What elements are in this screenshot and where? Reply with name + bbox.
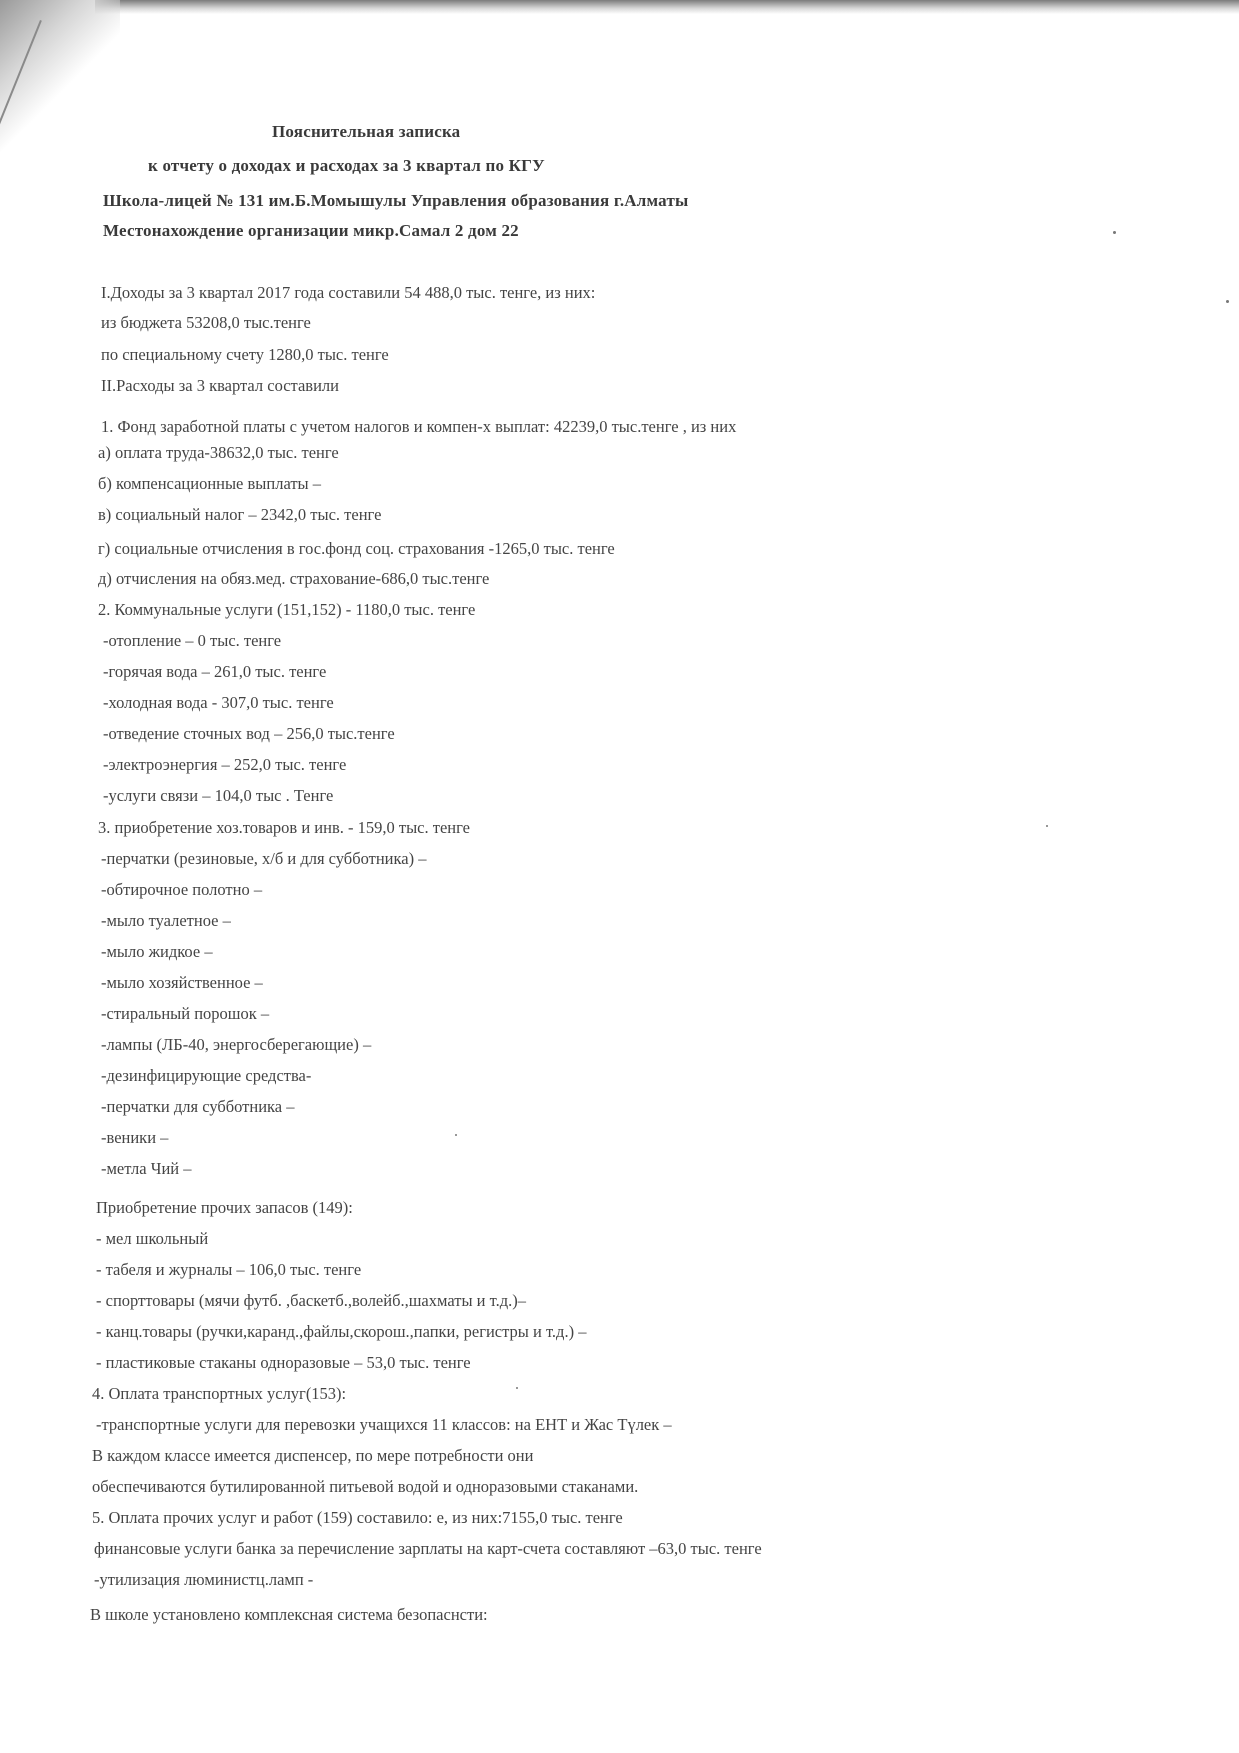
payroll-item-d: г) социальные отчисления в гос.фонд соц. страхования -1265,0 тыс. тенге — [98, 539, 615, 558]
other-stocks-item: - спорттовары (мячи футб. ,баскетб.,волейб.,шахматы и т.д.)– — [96, 1291, 526, 1310]
utilities-item: -горячая вода – 261,0 тыс. тенге — [103, 662, 327, 681]
scan-speck — [455, 1134, 457, 1136]
transport-heading: 4. Оплата транспортных услуг(153): — [92, 1384, 347, 1403]
supplies-item: -стиральный порошок – — [101, 1004, 270, 1023]
supplies-item: -обтирочное полотно – — [101, 880, 263, 899]
supplies-item: -лампы (ЛБ-40, энергосберегающие) – — [101, 1035, 372, 1054]
supplies-item: -мыло жидкое – — [101, 942, 213, 961]
income-budget-line: из бюджета 53208,0 тыс.тенге — [101, 313, 311, 332]
other-services-heading: 5. Оплата прочих услуг и работ (159) составило: е, из них:7155,0 тыс. тенге — [92, 1508, 623, 1527]
other-stocks-item: - пластиковые стаканы одноразовые – 53,0 тыс. тенге — [96, 1353, 471, 1372]
header-line-report: к отчету о доходах и расходах за 3 квартал по КГУ — [148, 156, 545, 175]
supplies-item: -дезинфицирующие средства- — [101, 1066, 312, 1085]
payroll-item-e: д) отчисления на обяз.мед. страхование-686,0 тыс.тенге — [98, 569, 490, 588]
supplies-item: -перчатки для субботника – — [101, 1097, 295, 1116]
income-special-account-line: по специальному счету 1280,0 тыс. тенге — [101, 345, 389, 364]
supplies-item: -мыло туалетное – — [101, 911, 231, 930]
supplies-item: -веники – — [101, 1128, 169, 1147]
dispenser-note: В каждом классе имеется диспенсер, по мере потребности они — [92, 1446, 534, 1465]
utilities-item: -холодная вода - 307,0 тыс. тенге — [103, 693, 334, 712]
utilities-item: -отведение сточных вод – 256,0 тыс.тенге — [103, 724, 395, 743]
payroll-item-a: а) оплата труда-38632,0 тыс. тенге — [98, 443, 339, 462]
utilities-item: -электроэнергия – 252,0 тыс. тенге — [103, 755, 347, 774]
utilities-heading: 2. Коммунальные услуги (151,152) - 1180,0 тыс. тенге — [98, 600, 476, 619]
scan-corner-shadow — [0, 0, 120, 160]
supplies-item: -метла Чий – — [101, 1159, 192, 1178]
dispenser-note: обеспечиваются бутилированной питьевой водой и одноразовыми стаканами. — [92, 1477, 639, 1496]
income-total-line: I.Доходы за 3 квартал 2017 года составили 54 488,0 тыс. тенге, из них: — [101, 283, 596, 302]
other-services-item: -утилизация люминистц.ламп - — [94, 1570, 314, 1589]
supplies-heading: 3. приобретение хоз.товаров и инв. - 159,0 тыс. тенге — [98, 818, 470, 837]
scan-top-shadow — [95, 0, 1239, 14]
scan-speck — [1113, 231, 1116, 234]
supplies-item: -мыло хозяйственное – — [101, 973, 263, 992]
other-stocks-heading: Приобретение прочих запасов (149): — [96, 1198, 353, 1217]
payroll-item-c: в) социальный налог – 2342,0 тыс. тенге — [98, 505, 382, 524]
utilities-item: -отопление – 0 тыс. тенге — [103, 631, 282, 650]
other-stocks-item: - мел школьный — [96, 1229, 209, 1248]
other-stocks-item: - канц.товары (ручки,каранд.,файлы,скорош.,папки, регистры и т.д.) – — [96, 1322, 587, 1341]
supplies-item: -перчатки (резиновые, х/б и для субботника) – — [101, 849, 427, 868]
transport-item: -транспортные услуги для перевозки учащихся 11 классов: на ЕНТ и Жас Түлек – — [96, 1415, 672, 1434]
other-services-item: финансовые услуги банка за перечисление зарплаты на карт-счета составляют –63,0 тыс. тенге — [94, 1539, 762, 1558]
payroll-fund-line: 1. Фонд заработной платы с учетом налогов и компен-х выплат: 42239,0 тыс.тенге , из них — [101, 417, 737, 436]
utilities-item: -услуги связи – 104,0 тыс . Тенге — [103, 786, 334, 805]
payroll-item-b: б) компенсационные выплаты – — [98, 474, 322, 493]
scan-speck — [1226, 300, 1229, 303]
document-title: Пояснительная записка — [272, 122, 461, 141]
scan-speck — [1046, 825, 1048, 827]
header-line-location: Местонахождение организации микр.Самал 2 дом 22 — [103, 221, 519, 240]
other-stocks-item: - табеля и журналы – 106,0 тыс. тенге — [96, 1260, 362, 1279]
header-line-organization: Школа-лицей № 131 им.Б.Момышулы Управления образования г.Алматы — [103, 191, 689, 210]
security-system-line: В школе установлено комплексная система безопаснсти: — [90, 1605, 488, 1624]
scan-speck — [516, 1387, 518, 1389]
expenses-heading: II.Расходы за 3 квартал составили — [101, 376, 339, 395]
